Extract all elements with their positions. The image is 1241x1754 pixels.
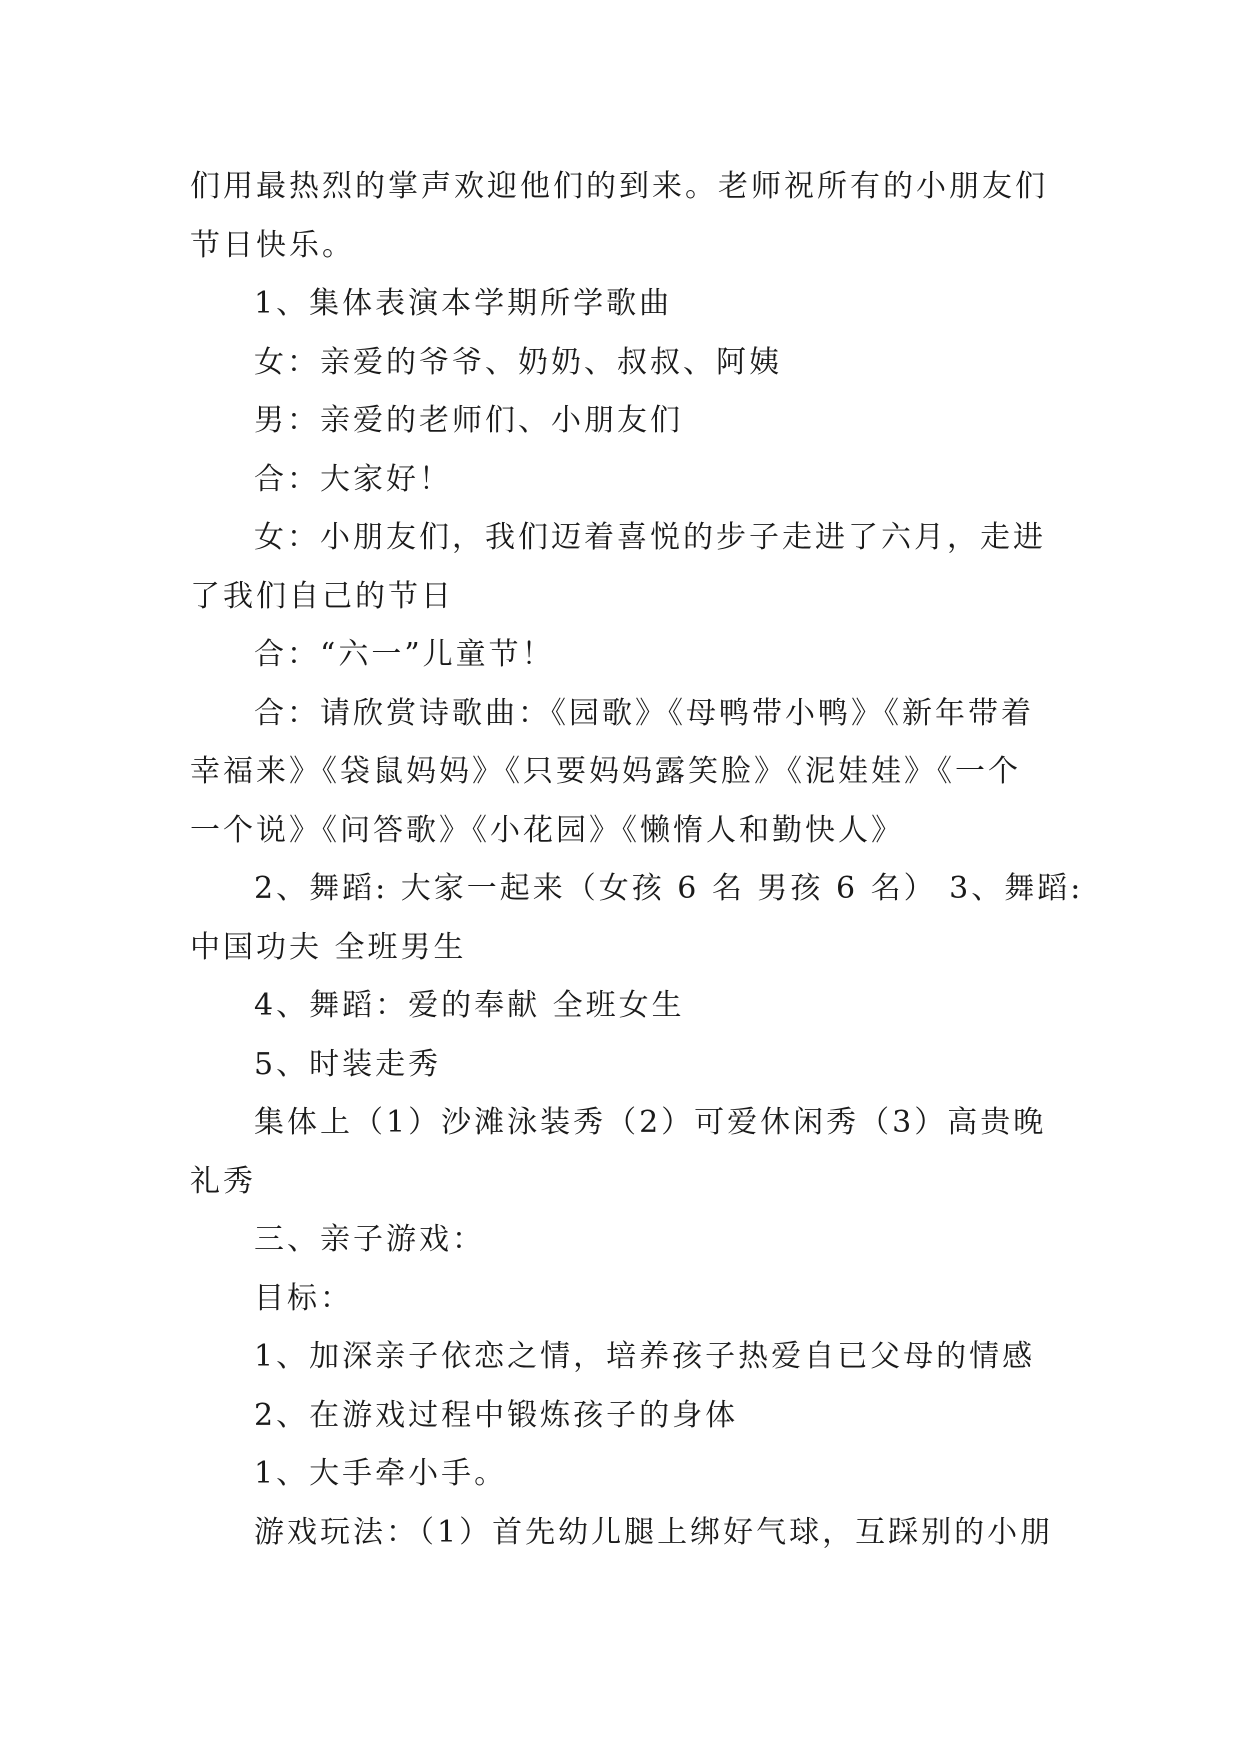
text-line: 女：亲爱的爷爷、奶奶、叔叔、阿姨 — [254, 344, 782, 380]
text-line: 们用最热烈的掌声欢迎他们的到来。老师祝所有的小朋友们 — [190, 169, 1048, 204]
text-line: 目标： — [254, 1280, 353, 1316]
text-line: 1、大手牵小手。 — [254, 1456, 508, 1491]
document-body — [190, 158, 1084, 1562]
text-line: 1、集体表演本学期所学歌曲 — [254, 286, 673, 321]
text-line: 游戏玩法：（1）首先幼儿腿上绑好气球，互踩别的小朋 — [254, 1514, 1054, 1550]
text-line: 1、加深亲子依恋之情，培养孩子热爱自已父母的情感 — [254, 1339, 1036, 1374]
text-line: 幸福来》《袋鼠妈妈》《只要妈妈露笑脸》《泥娃娃》《一个 — [190, 754, 1021, 789]
text-line: 中国功夫 全班男生 — [190, 929, 467, 965]
text-line: 男：亲爱的老师们、小朋友们 — [254, 403, 683, 438]
text-line: 4、舞蹈：爱的奉献 全班女生 — [254, 988, 685, 1023]
text-line: 合：请欣赏诗歌曲：《园歌》《母鸭带小鸭》《新年带着 — [254, 695, 1034, 731]
text-line: 三、亲子游戏： — [254, 1222, 485, 1257]
text-line: 礼秀 — [190, 1163, 256, 1199]
text-line: 合：大家好！ — [254, 461, 452, 497]
text-line: 节日快乐。 — [190, 227, 355, 263]
text-line: 集体上（1）沙滩泳装秀（2）可爱休闲秀（3）高贵晚 — [254, 1105, 1047, 1140]
text-line: 2、在游戏过程中锻炼孩子的身体 — [254, 1397, 739, 1433]
text-line: 2、舞蹈: 大家一起来（女孩 6 名 男孩 6 名） 3、舞蹈: — [254, 871, 1084, 906]
text-line: 女：小朋友们，我们迈着喜悦的步子走进了六月，走进 — [254, 520, 1046, 555]
text-line: 5、时装走秀 — [254, 1046, 442, 1082]
text-line: 一个说》《问答歌》《小花园》《懒惰人和勤快人》 — [190, 812, 904, 848]
text-line: 了我们自己的节日 — [190, 578, 454, 614]
text-line: 合：“六一”儿童节！ — [254, 637, 555, 672]
